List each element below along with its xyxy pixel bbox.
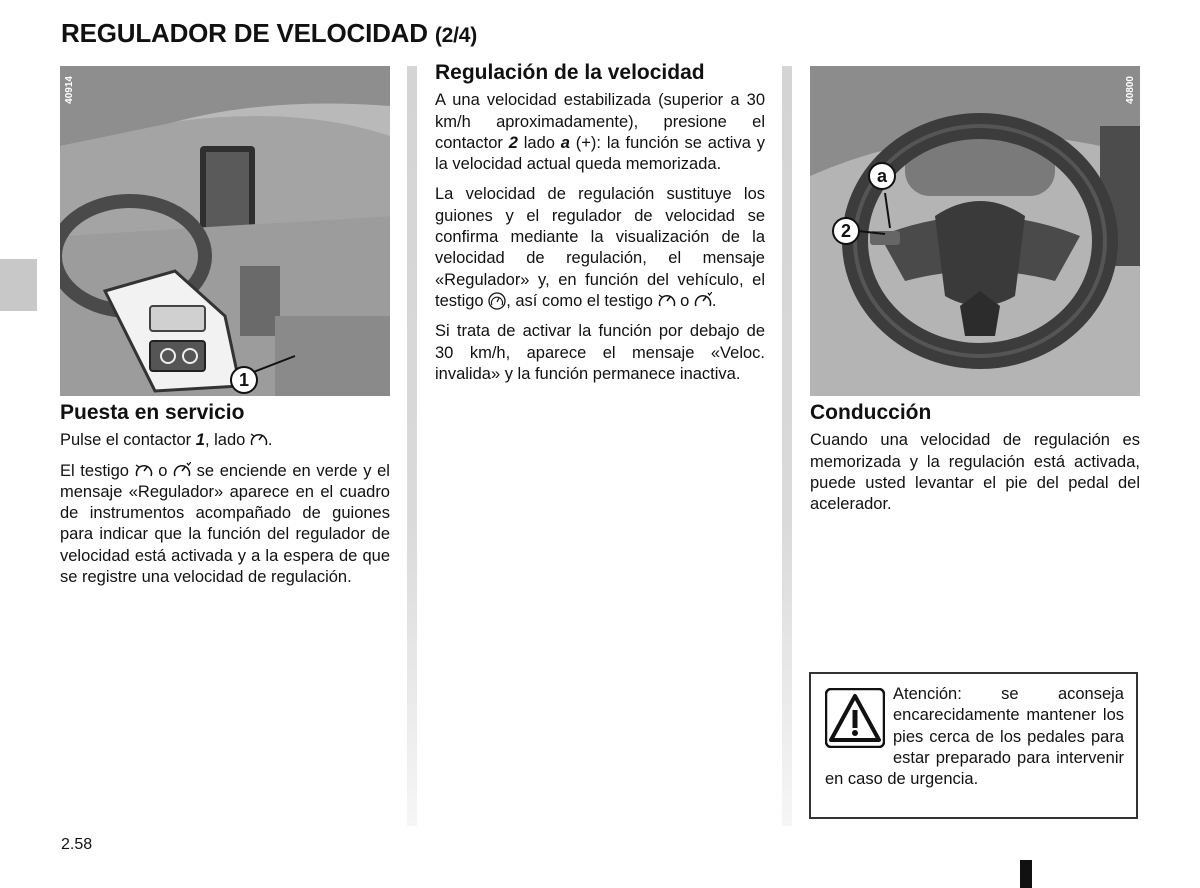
- paragraph: La velocidad de regulación sustituye los guiones y el regulador de velocidad se confirma mediante la visualización de la velocidad de regulación, el mensaje «Regulador» y, en función del vehículo, el testigo , así como el testigo o .: [435, 185, 765, 310]
- paragraph: A una velocidad estabilizada (superior a 30 km/h aproximadamente), presione el contactor 2 lado a (+): la función se activa y la velocidad actual queda memorizada.: [435, 91, 765, 174]
- warning-box: [809, 672, 1138, 819]
- paragraph: El testigo o se enciende en verde y el mensaje «Regulador» aparece en el cuadro de instrumentos acompañado de guiones para indicar que la función del regulador de velocidad está activada y a la espera de que se registre una velocidad de regulación.: [60, 461, 390, 587]
- cruise-indicator-icon: [488, 292, 506, 308]
- right-column: [810, 402, 1140, 524]
- title-part: (2/4): [434, 24, 478, 47]
- paragraph: Si trata de activar la función por debajo de 30 km/h, aparece el mensaje «Veloc. invalida» y la función permanece inactiva.: [435, 322, 765, 383]
- speedometer-check-icon: [694, 292, 712, 308]
- speedometer-icon: [658, 292, 676, 308]
- section-heading-regulacion: Regulación de la velocidad: [435, 61, 705, 84]
- paragraph: Cuando una velocidad de regulación es memorizada y la regulación está activada, puede usted levantar el pie del pedal del acelerador.: [810, 431, 1140, 514]
- warning-triangle-icon: [825, 688, 885, 748]
- column-divider-right: [782, 66, 792, 826]
- section-heading-puesta: Puesta en servicio: [60, 401, 245, 424]
- title-text: REGULADOR DE VELOCIDAD: [61, 18, 428, 48]
- page-title: [61, 18, 477, 49]
- column-divider-left: [407, 66, 417, 826]
- section-tab: [0, 259, 37, 311]
- section-heading-conduccion: Conducción: [810, 401, 932, 424]
- dashboard-photo: [60, 66, 390, 396]
- edge-marker: [1020, 860, 1032, 888]
- page-number: 2.58: [61, 836, 93, 853]
- callout-a: a: [868, 162, 896, 190]
- speedometer-icon: [135, 462, 153, 478]
- speedometer-icon: [250, 431, 268, 447]
- speedometer-check-icon: [173, 462, 191, 478]
- left-column: [60, 402, 390, 597]
- middle-column: [435, 62, 765, 394]
- steering-wheel-photo: [810, 66, 1140, 396]
- warning-text: Atención: se aconseja encarecidamente mantener los pies cerca de los pedales para estar preparado para intervenir en caso de urgencia.: [825, 685, 1124, 789]
- paragraph: Pulse el contactor 1, lado .: [60, 431, 273, 450]
- dashboard-illustration: [60, 66, 390, 396]
- callout-2: 2: [832, 217, 860, 245]
- callout-1: 1: [230, 366, 258, 394]
- image-code: 40914: [64, 76, 75, 104]
- image-code-right: 40800: [1125, 76, 1136, 104]
